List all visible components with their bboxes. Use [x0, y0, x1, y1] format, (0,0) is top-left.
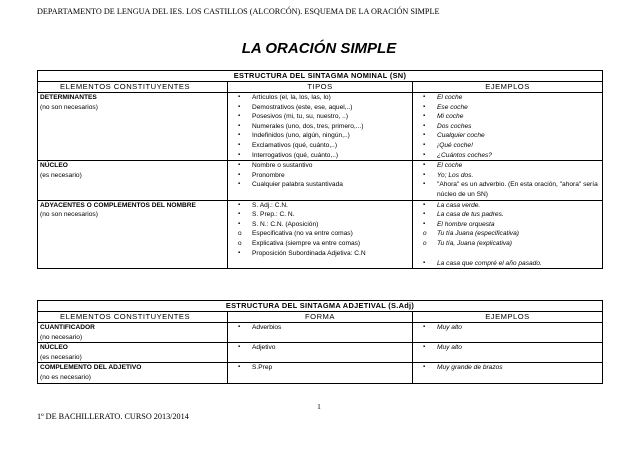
list-subitem: o Tu tía, Juana (explicativa) — [415, 239, 600, 249]
list-item: ▪ S. Prep.: C. N. — [230, 210, 410, 220]
row-label: NÚCLEO — [40, 162, 68, 170]
table-row — [38, 161, 603, 200]
sn-col-types: TIPOS — [228, 82, 413, 93]
list-subitem: o Especificativa (no va entre comas) — [230, 229, 410, 239]
page-number: 1 — [317, 402, 321, 411]
row-label: DETERMINANTES — [40, 94, 97, 101]
list-item: ▪ La casa que compré el año pasado. — [415, 259, 600, 269]
page-footer: 1º DE BACHILLERATO. CURSO 2013/2014 — [37, 412, 189, 421]
list-item: ▪ Mi coche — [415, 112, 600, 122]
list-subitem: o Explicativa (siempre va entre comas) — [230, 239, 410, 249]
row-note: (no es necesario) — [40, 373, 91, 381]
list-item: ▪ Cualquier palabra sustantivada — [230, 180, 410, 190]
table-row — [38, 363, 603, 383]
list-item: ▪ "Ahora" es un adverbio. (En esta oración, "ahora" sería núcleo de un SN) — [415, 180, 600, 199]
sadj-col-form: FORMA — [228, 312, 413, 323]
row-note: (no son necesarios) — [40, 103, 98, 111]
list-item: ▪ S. Adj.: C.N. — [230, 201, 410, 211]
sadj-section-title: ESTRUCTURA DEL SINTAGMA ADJETIVAL (S.Adj) — [38, 301, 603, 312]
list-item: ▪ El coche — [415, 161, 600, 171]
list-item: ▪ Exclamativos (qué, cuánto,..) — [230, 141, 410, 151]
row-note: (no son necesarios) — [40, 211, 98, 219]
table-row — [38, 323, 603, 343]
table-row — [38, 343, 603, 363]
row-label: ADYACENTES O COMPLEMENTOS DEL NOMBRE — [40, 201, 196, 209]
list-item: ▪ Nombre o sustantivo — [230, 161, 410, 171]
list-item: ▪ Pronombre — [230, 171, 410, 181]
sadj-col-elements: ELEMENTOS CONSTITUYENTES — [38, 312, 228, 323]
list-item: ▪ Adverbios — [230, 323, 410, 333]
page-title: LA ORACIÓN SIMPLE — [241, 40, 397, 57]
list-item: ▪ Muy grande de brazos — [415, 363, 600, 373]
row-label: CUANTIFICADOR — [40, 324, 95, 331]
sn-section-title: ESTRUCTURA DEL SINTAGMA NOMINAL (SN) — [38, 71, 603, 82]
list-item: ▪ El coche — [415, 93, 600, 103]
list-item: ▪ ¡Qué coche! — [415, 141, 600, 151]
list-item: ▪ Muy alto — [415, 343, 600, 353]
list-item: ▪ ¿Cuántos coches? — [415, 151, 600, 161]
list-item: ▪ Adjetivo — [230, 343, 410, 353]
table-row — [38, 93, 603, 161]
list-item: ▪ Yo; Los dos. — [415, 171, 600, 181]
table-row — [38, 200, 603, 269]
row-label: NÚCLEO — [40, 344, 68, 352]
sadj-col-examples: EJEMPLOS — [413, 312, 603, 323]
list-item: ▪ Muy alto — [415, 323, 600, 333]
list-item: ▪ Proposición Subordinada Adjetiva: C.N — [230, 249, 410, 259]
sn-table — [37, 70, 603, 269]
page-header: DEPARTAMENTO DE LENGUA DEL IES. LOS CASTILLOS (ALCORCÓN). ESQUEMA DE LA ORACIÓN SIMPLE — [37, 7, 440, 16]
list-item: ▪ Cualquier coche — [415, 131, 600, 141]
list-item: ▪ Ese coche — [415, 103, 600, 113]
list-item: ▪ La casa verde. — [415, 201, 600, 211]
row-note: (no necesario) — [40, 333, 83, 341]
row-label: COMPLEMENTO DEL ADJETIVO — [40, 364, 142, 372]
list-item: ▪ El hombre orquesta — [415, 220, 600, 230]
list-item: ▪ Artículos (el, la, los, las, lo) — [230, 93, 410, 103]
list-item: ▪ S. N.: C.N. (Aposición) — [230, 220, 410, 230]
sn-col-elements: ELEMENTOS CONSTITUYENTES — [38, 82, 228, 93]
list-item: ▪ Demostrativos (este, ese, aquel,..) — [230, 103, 410, 113]
list-item: ▪ Interrogativos (qué, cuánto,..) — [230, 151, 410, 161]
list-item: ▪ Numerales (uno, dos, tres, primero,...) — [230, 122, 410, 132]
sn-col-examples: EJEMPLOS — [413, 82, 603, 93]
list-item: ▪ Posesivos (mi, tu, su, nuestro, ..) — [230, 112, 410, 122]
list-item: ▪ S.Prep — [230, 363, 410, 373]
list-item: ▪ Dos coches — [415, 122, 600, 132]
list-item: ▪ Indefinidos (uno, algún, ningún,..) — [230, 131, 410, 141]
sadj-table — [37, 300, 603, 384]
list-item: ▪ La casa de tus padres. — [415, 210, 600, 220]
list-subitem: o Tu tía Juana (especificativa) — [415, 229, 600, 239]
row-note: (es necesario) — [40, 171, 82, 179]
row-note: (es necesario) — [40, 353, 82, 361]
